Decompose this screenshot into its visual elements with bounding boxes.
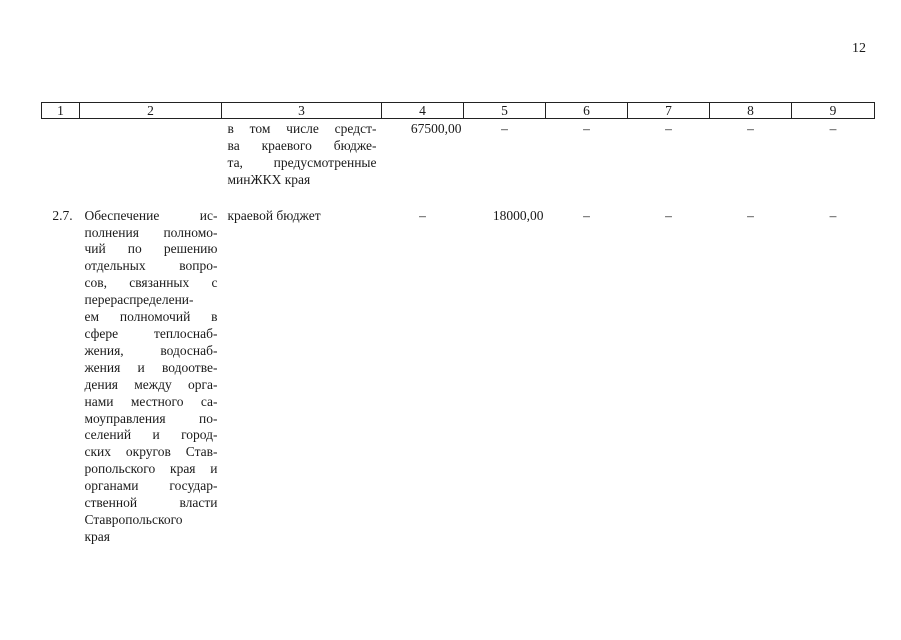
title-line: Ставропольского: [84, 511, 183, 527]
source-line: ва краевого бюдже-: [227, 137, 377, 153]
header-col-3: 3: [222, 103, 382, 119]
cell-col-7: –: [665, 121, 672, 136]
budget-table: [41, 102, 875, 546]
title-line: Обеспечение ис-: [84, 207, 218, 223]
title-line: ропольского края и: [84, 461, 218, 477]
row-funding-source: [222, 119, 382, 189]
table-header: [42, 103, 875, 119]
title-line: жения и водоотве-: [84, 359, 218, 375]
header-col-8: 8: [710, 103, 792, 119]
row-title: [80, 119, 222, 189]
cell-col-7: –: [665, 207, 672, 223]
title-line: ственной власти: [84, 495, 218, 511]
row-number: 2.7.: [52, 207, 73, 223]
cell-col-6: –: [583, 121, 590, 136]
header-col-7: 7: [628, 103, 710, 119]
source-line: краевой бюджет: [227, 207, 321, 223]
header-col-1: 1: [42, 103, 80, 119]
title-line: ских округов Став-: [84, 444, 218, 460]
cell-col-8: –: [747, 121, 754, 136]
cell-col-9: –: [829, 207, 837, 223]
cell-col-4: –: [419, 207, 426, 223]
header-col-5: 5: [464, 103, 546, 119]
title-line: органами государ-: [84, 478, 218, 494]
cell-col-9: –: [829, 121, 837, 136]
cell-col-8: –: [747, 207, 754, 223]
table-row: [42, 119, 875, 189]
title-line: ем полномочий в: [84, 309, 218, 325]
title-line: нами местного са-: [84, 393, 218, 409]
cell-col-5: –: [501, 121, 508, 136]
title-line: полнения полномо-: [84, 224, 218, 240]
source-line: в том числе средст-: [227, 121, 377, 136]
header-col-9: 9: [792, 103, 875, 119]
source-line: минЖКХ края: [227, 171, 311, 187]
title-line: края: [84, 528, 111, 544]
header-col-4: 4: [382, 103, 464, 119]
header-col-2: 2: [80, 103, 222, 119]
header-row: [42, 103, 875, 119]
title-line: дения между орга-: [84, 376, 218, 392]
title-line: отдельных вопро-: [84, 258, 218, 274]
row-number: [42, 119, 80, 189]
table-row: [42, 189, 875, 546]
source-line: та, предусмотренные: [227, 154, 377, 170]
title-line: селений и город-: [84, 427, 218, 443]
title-line: сов, связанных с: [84, 275, 218, 291]
row-funding-source: [222, 189, 382, 546]
title-line: жения, водоснаб-: [84, 342, 218, 358]
cell-col-4: 67500,00: [410, 121, 462, 136]
cell-col-6: –: [583, 207, 590, 223]
title-line: чий по решению: [84, 241, 218, 257]
title-line: перераспределени-: [84, 292, 194, 308]
title-line: сфере теплоснаб-: [84, 325, 218, 341]
row-title: [80, 189, 222, 546]
cell-col-5: 18000,00: [492, 207, 544, 223]
title-line: моуправления по-: [84, 410, 218, 426]
page-number: 12: [852, 41, 866, 56]
header-col-6: 6: [546, 103, 628, 119]
